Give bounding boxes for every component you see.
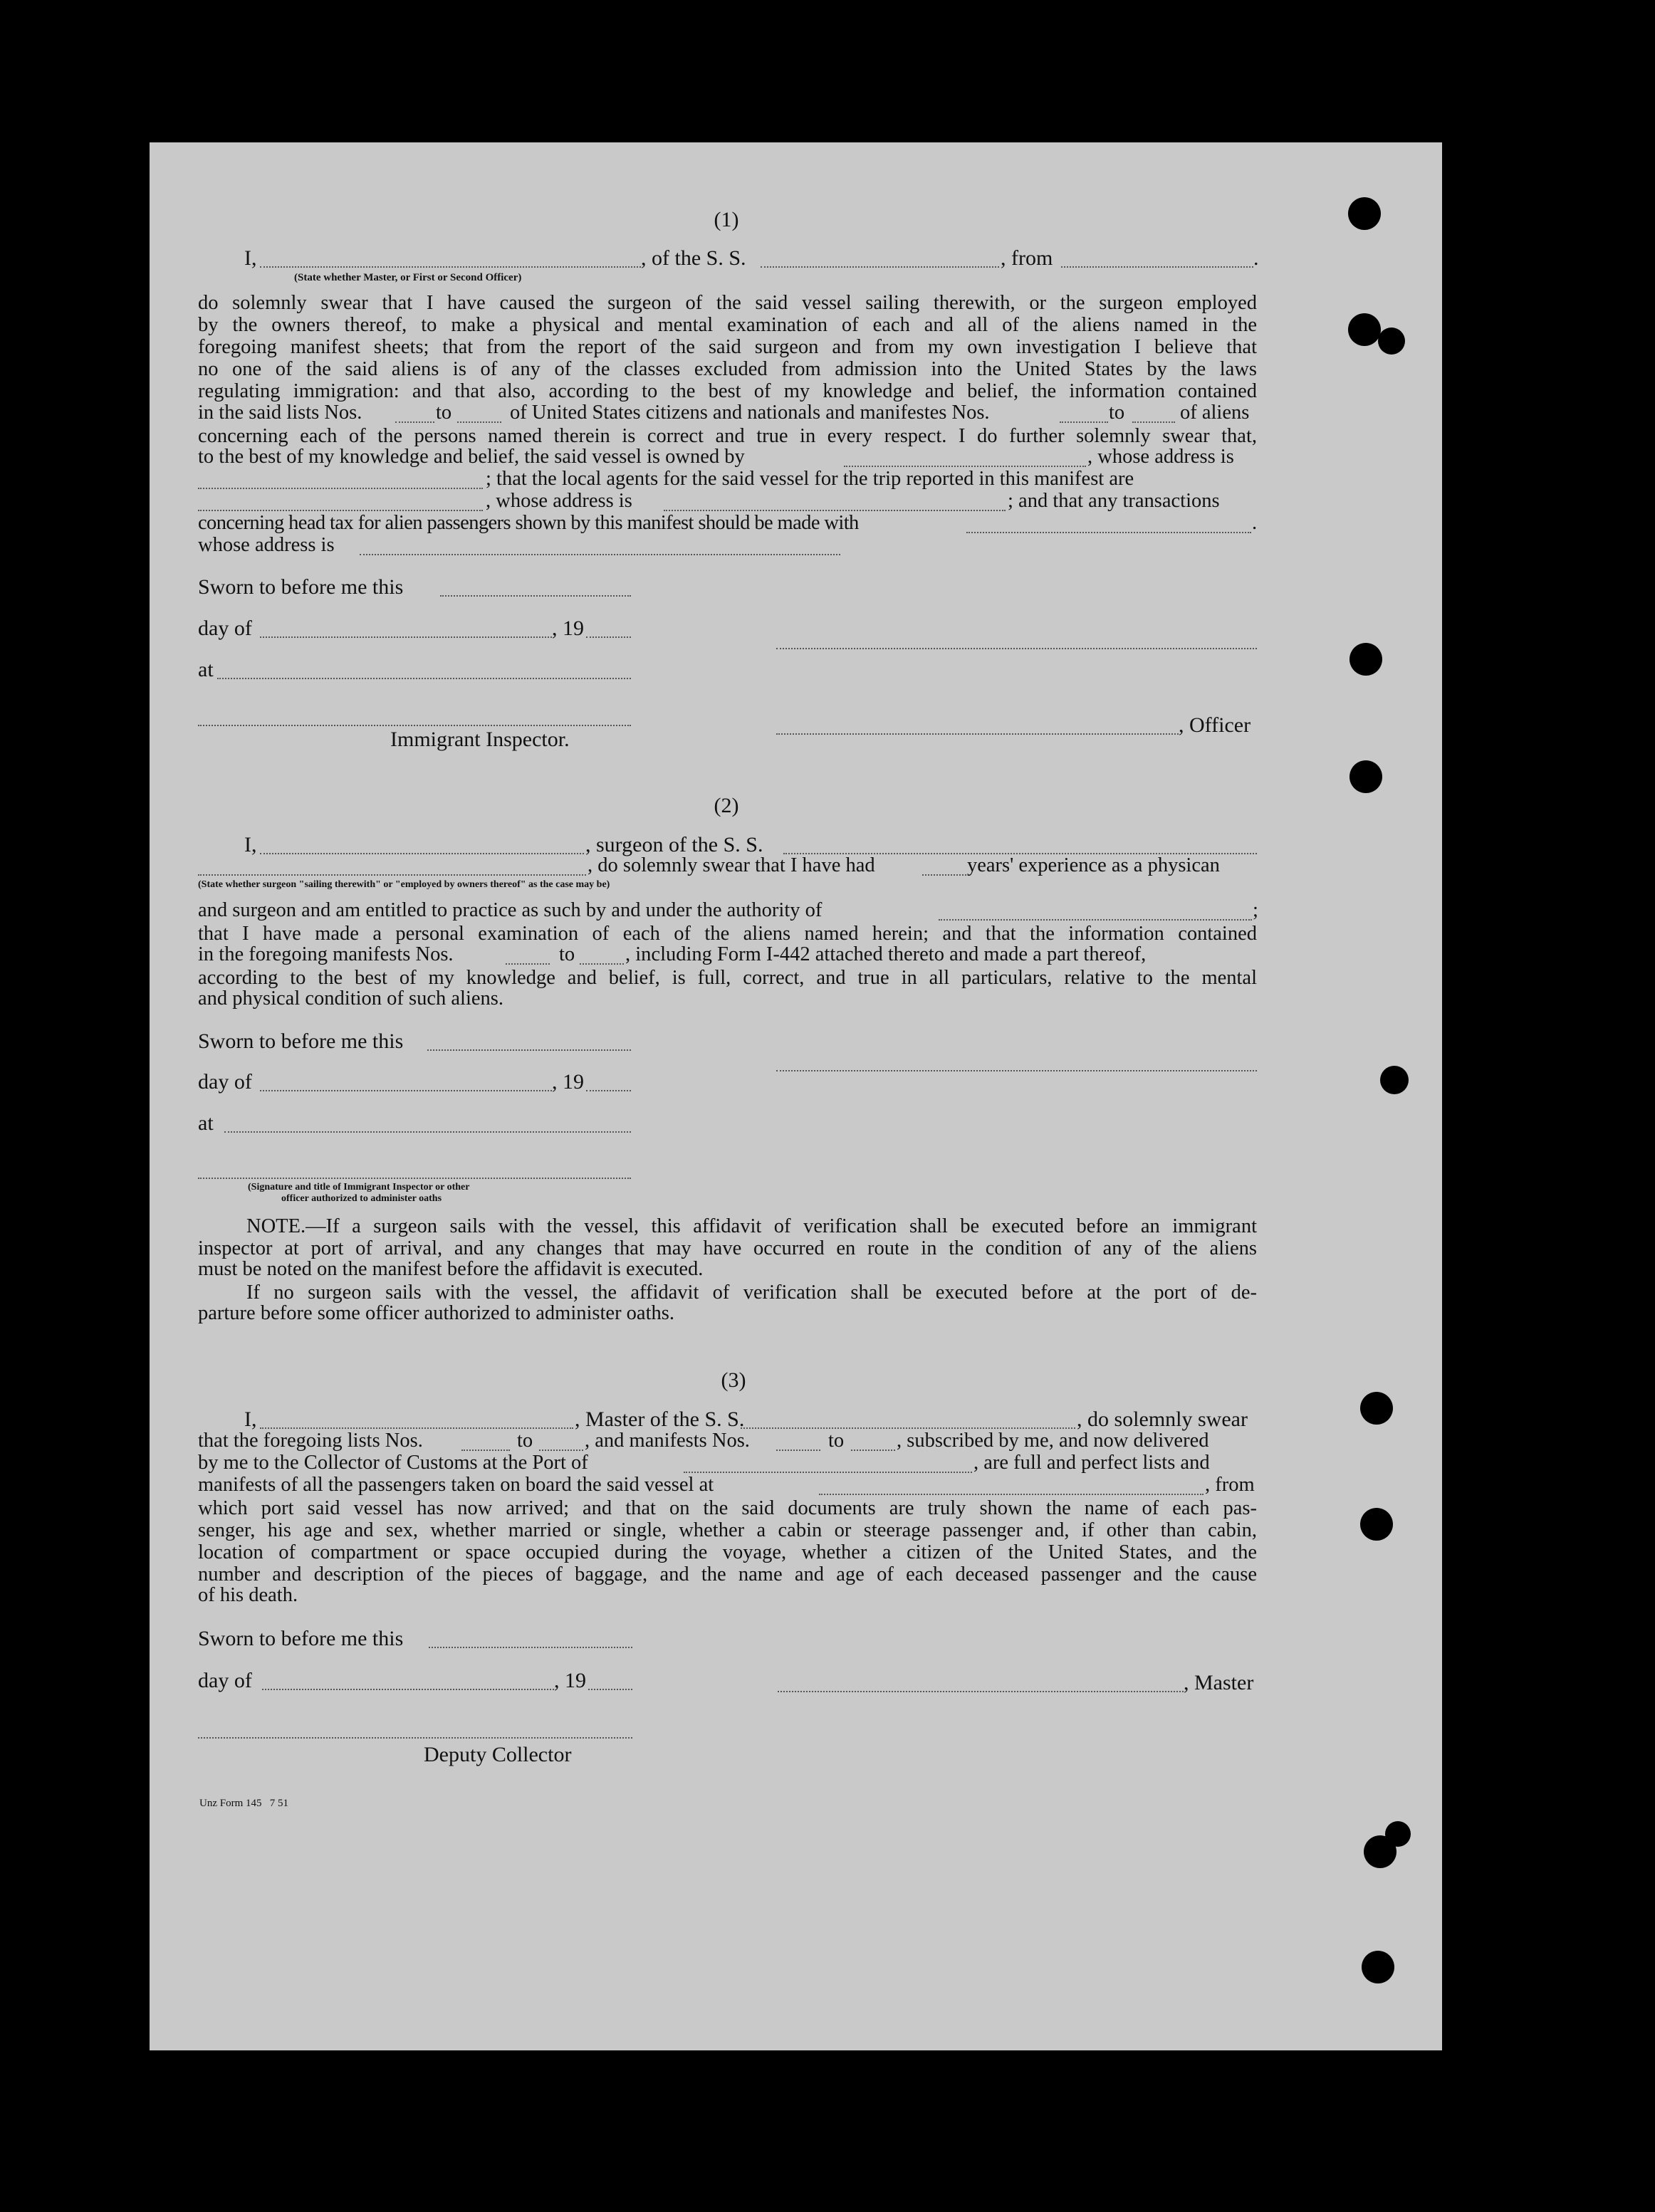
s1-lists-label: in the said lists Nos. <box>198 402 362 424</box>
s2-manifests-from-field[interactable] <box>506 963 550 965</box>
s2-signature-note-1: (Signature and title of Immigrant Inspector or other <box>248 1182 470 1193</box>
s2-sworn-field[interactable] <box>427 1049 631 1051</box>
s3-collector-label: by me to the Collector of Customs at the Port of <box>198 1452 588 1474</box>
s1-manifests-from-field[interactable] <box>1060 421 1108 423</box>
s1-to-label-2: to <box>1109 402 1125 424</box>
s1-text-line: foregoing manifest sheets; that from the report of the said surgeon and from my own investigation I believe that <box>198 336 1257 358</box>
s3-swear-label: , do solemnly swear <box>1077 1408 1248 1431</box>
form-id: Unz Form 145 7 51 <box>199 1798 288 1809</box>
s3-text-line: which port said vessel has now arrived; and that on the said documents are truly shown the name of each pas- <box>198 1497 1257 1519</box>
s1-officer-signature-2[interactable] <box>776 733 1179 735</box>
s2-i-label: I, <box>244 833 257 856</box>
s2-to-label: to <box>559 943 575 965</box>
s1-lists-from-field[interactable] <box>395 421 434 423</box>
punch-hole <box>1378 327 1405 355</box>
s1-year-label: , 19 <box>552 617 584 640</box>
s3-boarded-label: manifests of all the passengers taken on board the said vessel at <box>198 1474 714 1496</box>
s2-at-label: at <box>198 1111 214 1135</box>
s2-year-field[interactable] <box>586 1090 631 1091</box>
s2-day-field[interactable] <box>260 1090 552 1091</box>
s1-owner-field[interactable] <box>844 466 1086 467</box>
s2-authority-field[interactable] <box>939 919 1252 921</box>
s3-manifests-to-field[interactable] <box>851 1450 895 1451</box>
s2-years-field[interactable] <box>922 874 966 876</box>
s1-i-label: I, <box>244 246 257 270</box>
s3-vessel-field[interactable] <box>741 1427 1075 1429</box>
punch-hole <box>1362 1951 1394 1983</box>
s3-deputy-signature[interactable] <box>198 1737 632 1739</box>
s2-form-label: , including Form I-442 attached thereto and made a part thereof, <box>625 943 1147 965</box>
s1-at-label: at <box>198 658 214 681</box>
s1-officer-signature-1[interactable] <box>776 648 1257 649</box>
s1-vessel-field[interactable] <box>761 266 999 268</box>
s2-manifests-label: in the foregoing manifests Nos. <box>198 943 454 965</box>
s1-whose-address-label: whose address is <box>198 534 335 556</box>
s3-text-line-last: of his death. <box>198 1584 298 1606</box>
punch-hole <box>1349 760 1382 793</box>
s2-year-label: , 19 <box>552 1070 584 1094</box>
s3-boarded-port-field[interactable] <box>819 1494 1204 1495</box>
s3-subscribed-label: , subscribed by me, and now delivered <box>897 1430 1209 1452</box>
s1-transactions-label: ; and that any transactions <box>1008 490 1220 512</box>
s3-port-field[interactable] <box>684 1472 972 1473</box>
s3-manifests-label: , and manifests Nos. <box>585 1430 750 1452</box>
s2-at-field[interactable] <box>224 1131 631 1133</box>
s1-text-line: regulating immigration: and that also, according to the best of my knowledge and belief, the information contained <box>198 380 1257 402</box>
s3-lists-to-field[interactable] <box>539 1450 583 1451</box>
s3-master-signature[interactable] <box>778 1691 1184 1692</box>
s1-owned-label: to the best of my knowledge and belief, the said vessel is owned by <box>198 446 745 468</box>
s1-sworn-label: Sworn to before me this <box>198 575 404 599</box>
s2-text-line: that I have made a personal examination of each of the aliens named herein; and that the information contained <box>198 923 1257 945</box>
s2-text-line: according to the best of my knowledge and belief, is full, correct, and true in all particulars, relative to the mental <box>198 967 1257 989</box>
s2-surgeon-type-field[interactable] <box>198 874 586 876</box>
s1-of-ss-label: , of the S. S. <box>641 246 746 270</box>
s3-lists-label: that the foregoing lists Nos. <box>198 1430 423 1452</box>
s2-authority-semicolon: ; <box>1253 899 1258 921</box>
s3-i-label: I, <box>244 1408 257 1431</box>
s1-to-label: to <box>436 402 452 424</box>
s1-agents-address-label: , whose address is <box>486 490 632 512</box>
s2-years-label: years' experience as a physican <box>967 854 1220 876</box>
s1-text-line: no one of the said aliens is of any of the classes excluded from admission into the United States by the laws <box>198 358 1257 380</box>
s3-day-of-label: day of <box>198 1669 252 1692</box>
s1-agents-field[interactable] <box>198 510 483 511</box>
s3-text-line: number and description of the pieces of baggage, and the name and age of each deceased passenger and the cause <box>198 1563 1257 1585</box>
s3-to-label-2: to <box>828 1430 845 1452</box>
section-1-number: (1) <box>714 208 739 231</box>
s1-day-of-label: day of <box>198 617 252 640</box>
note-line: parture before some officer authorized to administer oaths. <box>198 1302 674 1324</box>
s1-inspector-signature[interactable] <box>198 725 631 726</box>
s1-officer-note: (State whether Master, or First or Second Officer) <box>294 272 522 283</box>
s1-sworn-field[interactable] <box>440 595 631 597</box>
s1-officer-label: , Officer <box>1179 713 1251 737</box>
s1-inspector-label: Immigrant Inspector. <box>390 728 570 751</box>
s3-lists-from-field[interactable] <box>461 1450 510 1451</box>
s1-headtax-field[interactable] <box>966 532 1251 533</box>
s2-signature-note-2: officer authorized to administer oaths <box>281 1193 442 1204</box>
s3-text-line: location of compartment or space occupied during the voyage, whether a citizen of the United States, and the <box>198 1541 1257 1563</box>
note-line: inspector at port of arrival, and any changes that may have occurred en route in the condition of any of the aliens <box>198 1237 1257 1259</box>
s2-inspector-signature[interactable] <box>198 1178 631 1179</box>
s3-manifests-from-field[interactable] <box>776 1450 820 1451</box>
s2-swear-label: , do solemnly swear that I have had <box>588 854 875 876</box>
s3-year-field[interactable] <box>588 1689 632 1690</box>
s1-from-field[interactable] <box>1061 266 1253 268</box>
s1-text-line: concerning each of the persons named therein is correct and true in every respect. I do further solemnly swear that, <box>198 425 1257 447</box>
s1-lists-to-field[interactable] <box>457 421 501 423</box>
s2-surgeon-name-field[interactable] <box>260 853 584 854</box>
s3-day-field[interactable] <box>262 1689 554 1690</box>
s1-year-field[interactable] <box>586 636 631 638</box>
s2-surgeon-note: (State whether surgeon "sailing therewith" or "employed by owners thereof" as the case may be) <box>198 879 610 890</box>
punch-hole <box>1349 643 1382 676</box>
note-line: If no surgeon sails with the vessel, the affidavit of verification shall be executed before at the port of de- <box>246 1281 1257 1304</box>
s3-master-label: , Master <box>1184 1671 1254 1694</box>
s1-headtax-period: . <box>1252 512 1258 534</box>
s1-from-label: , from <box>1001 246 1053 270</box>
punch-hole <box>1348 197 1381 230</box>
s3-sworn-field[interactable] <box>429 1647 632 1648</box>
s1-end-period: . <box>1253 246 1259 270</box>
s3-from-label: , from <box>1205 1474 1255 1496</box>
s1-headtax-label: concerning head tax for alien passengers shown by this manifest should be made with <box>198 512 859 534</box>
s1-text-line: by the owners thereof, to make a physical and mental examination of each and all of the aliens named in the <box>198 314 1257 336</box>
s3-year-label: , 19 <box>554 1669 586 1692</box>
s2-surgeon-of-ss-label: , surgeon of the S. S. <box>585 833 763 856</box>
s3-text-line: senger, his age and sex, whether married or single, whether a cabin or steerage passenger and, if other than cabin, <box>198 1519 1257 1541</box>
punch-hole <box>1348 313 1381 346</box>
section-2-number: (2) <box>714 794 739 817</box>
punch-hole <box>1380 1066 1409 1094</box>
s2-authority-label: and surgeon and am entitled to practice as such by and under the authority of <box>198 899 823 921</box>
s1-day-field[interactable] <box>260 636 552 638</box>
s3-sworn-label: Sworn to before me this <box>198 1627 404 1650</box>
s1-agents-label: ; that the local agents for the said vessel for the trip reported in this manifest are <box>486 468 1134 490</box>
section-3-number: (3) <box>721 1368 746 1392</box>
s1-headtax-address-field[interactable] <box>360 554 840 555</box>
s1-of-aliens-label: of aliens <box>1180 402 1250 424</box>
s2-day-of-label: day of <box>198 1070 252 1094</box>
s2-manifests-to-field[interactable] <box>580 963 624 965</box>
punch-hole <box>1360 1392 1393 1425</box>
punch-hole <box>1385 1821 1411 1847</box>
punch-hole <box>1360 1508 1393 1541</box>
s1-manifests-to-field[interactable] <box>1132 421 1175 423</box>
s1-owner-address-field[interactable] <box>198 488 483 489</box>
s1-officer-field[interactable] <box>260 266 641 268</box>
s1-owner-address-label: , whose address is <box>1087 446 1234 468</box>
s1-at-field[interactable] <box>217 678 631 679</box>
note-line: NOTE.—If a surgeon sails with the vessel, this affidavit of verification shall be executed before an immigrant <box>246 1215 1257 1237</box>
s3-master-name-field[interactable] <box>260 1427 573 1429</box>
s3-perfect-lists-label: , are full and perfect lists and <box>973 1452 1210 1474</box>
s2-text-line-last: and physical condition of such aliens. <box>198 987 503 1010</box>
s1-citizens-label: of United States citizens and nationals and manifestes Nos. <box>510 402 990 424</box>
s2-surgeon-signature[interactable] <box>776 1070 1257 1071</box>
s1-agents-address-field[interactable] <box>664 510 1006 511</box>
s3-deputy-label: Deputy Collector <box>424 1743 572 1766</box>
s3-master-of-ss-label: , Master of the S. S. <box>575 1408 745 1431</box>
s3-to-label: to <box>517 1430 533 1452</box>
note-line: must be noted on the manifest before the affidavit is executed. <box>198 1258 704 1280</box>
s1-text-line: do solemnly swear that I have caused the surgeon of the said vessel sailing therewith, or the surgeon employed <box>198 292 1257 314</box>
s2-sworn-label: Sworn to before me this <box>198 1029 404 1053</box>
